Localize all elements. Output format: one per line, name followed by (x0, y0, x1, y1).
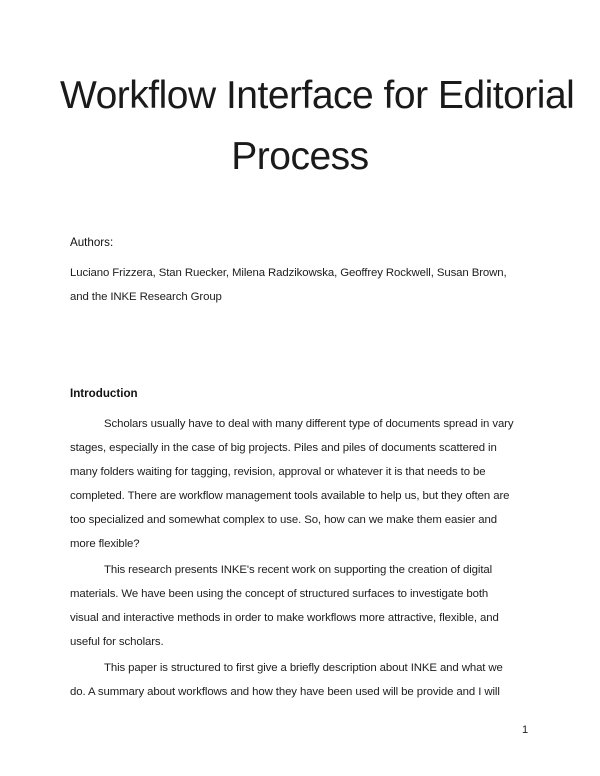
paragraph-2-line: materials. We have been using the concept of structured surfaces to investigate both (70, 588, 489, 600)
introduction-heading: Introduction (70, 387, 138, 400)
paragraph-1-line: many folders waiting for tagging, revision, approval or whatever it is that needs to be (70, 466, 486, 478)
paragraph-2-line: useful for scholars. (70, 636, 164, 648)
paragraph-2-line: visual and interactive methods in order to make workflows more attractive, flexible, and (70, 612, 499, 624)
paragraph-1-line: more flexible? (70, 538, 140, 550)
authors-line-2: and the INKE Research Group (70, 291, 222, 303)
paragraph-1-line: Scholars usually have to deal with many different type of documents spread in vary (104, 418, 514, 430)
paragraph-1-line: completed. There are workflow management tools available to help us, but they often are (70, 490, 510, 502)
paragraph-3-line: do. A summary about workflows and how they have been used will be provide and I will (70, 686, 500, 698)
paragraph-1-line: too specialized and somewhat complex to use. So, how can we make them easier and (70, 514, 497, 526)
document-title-line-1: Workflow Interface for Editorial (60, 74, 575, 117)
authors-label: Authors: (70, 236, 114, 249)
paragraph-2-line: This research presents INKE's recent work on supporting the creation of digital (104, 564, 493, 576)
paragraph-3-line: This paper is structured to first give a briefly description about INKE and what we (104, 662, 503, 674)
document-title-line-2: Process (231, 135, 369, 178)
paragraph-1-line: stages, especially in the case of big projects. Piles and piles of documents scattered in (70, 442, 497, 454)
authors-line-1: Luciano Frizzera, Stan Ruecker, Milena Radzikowska, Geoffrey Rockwell, Susan Brown, (70, 267, 507, 279)
page-number: 1 (522, 724, 529, 736)
